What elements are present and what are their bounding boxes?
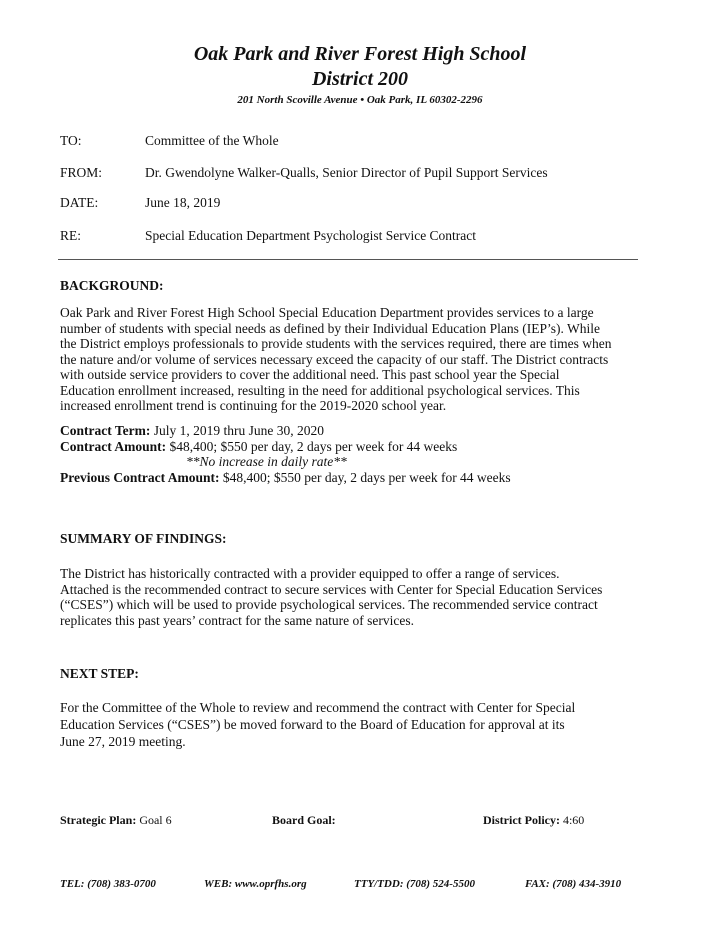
previous-contract-value: $48,400; $550 per day, 2 days per week for 44 weeks — [222, 469, 511, 485]
header-divider — [58, 259, 638, 260]
findings-line: replicates this past years’ contract for the same nature of services. — [60, 612, 414, 628]
footer-web: WEB: www.oprfhs.org — [204, 878, 307, 890]
findings-line: Attached is the recommended contract to secure services with Center for Special Education Services — [60, 581, 603, 597]
address-city: Oak Park, IL 60302-2296 — [366, 94, 483, 106]
date-value: June 18, 2019 — [145, 195, 221, 210]
contract-term-value: July 1, 2019 thru June 30, 2020 — [153, 423, 324, 438]
district-policy-label: District Policy: — [483, 813, 560, 827]
contract-term-label: Contract Term: — [60, 423, 151, 438]
findings-heading: SUMMARY OF FINDINGS: — [60, 531, 227, 546]
background-line: increased enrollment trend is continuing for the 2019-2020 school year. — [60, 398, 447, 413]
footer-fax: FAX: (708) 434-3910 — [525, 878, 622, 890]
footer-tty: TTY/TDD: (708) 524-5500 — [354, 878, 475, 890]
background-heading: BACKGROUND: — [60, 278, 164, 293]
next-step-paragraph — [60, 699, 642, 750]
contract-amount-label: Contract Amount: — [60, 438, 167, 454]
re-value: Special Education Department Psychologist Service Contract — [145, 228, 477, 243]
to-value: Committee of the Whole — [145, 133, 279, 148]
district-name: District 200 — [311, 68, 409, 90]
strategic-plan-value: Goal 6 — [139, 813, 172, 827]
contract-amount-line — [60, 439, 642, 455]
strategic-plan — [60, 813, 172, 828]
address-bullet: • — [360, 94, 365, 106]
background-line: with outside service providers to cover the additional need. This past school year the Special — [60, 367, 560, 382]
findings-line: The District has historically contracted with a provider equipped to offer a range of services. — [60, 566, 560, 581]
re-label: RE: — [60, 228, 82, 243]
contract-details — [60, 423, 642, 485]
to-label: TO: — [60, 133, 82, 148]
footer-tel: TEL: (708) 383-0700 — [60, 878, 156, 890]
background-line: Education enrollment increased, resulting in the need for additional psychological services. This — [60, 382, 580, 398]
findings-paragraph — [60, 566, 642, 628]
from-label: FROM: — [60, 165, 103, 180]
previous-contract-line — [60, 470, 642, 486]
next-step-line: June 27, 2019 meeting. — [60, 734, 186, 749]
background-paragraph — [60, 305, 642, 414]
from-value: Dr. Gwendolyne Walker-Qualls, Senior Director of Pupil Support Services — [145, 165, 548, 180]
previous-contract-label: Previous Contract Amount: — [60, 469, 220, 485]
contract-amount-value: $48,400; $550 per day, 2 days per week for 44 weeks — [169, 438, 458, 454]
school-name: Oak Park and River Forest High School — [193, 43, 527, 65]
board-goal-label: Board Goal: — [272, 813, 336, 827]
district-policy — [483, 813, 584, 828]
findings-line: (“CSES”) which will be used to provide psychological services. The recommended service contract — [60, 597, 598, 612]
next-step-heading: NEXT STEP: — [60, 666, 139, 681]
school-address — [0, 94, 720, 106]
background-line: number of students with special needs as defined by their Individual Education Plans (IEP’s). While — [60, 320, 601, 336]
address-street: 201 North Scoville Avenue — [237, 94, 358, 106]
background-line: Oak Park and River Forest High School Special Education Department provides services to a large — [60, 305, 594, 320]
date-label: DATE: — [60, 195, 99, 210]
contract-note: **No increase in daily rate** — [186, 454, 347, 469]
next-step-line: For the Committee of the Whole to review and recommend the contract with Center for Special — [60, 700, 576, 715]
background-line: the nature and/or volume of services necessary exceed the capacity of our staff. The District contracts — [60, 351, 609, 367]
district-policy-value: 4:60 — [562, 813, 585, 827]
background-line: the District employs professionals to provide students with the services required, there are times when — [60, 336, 612, 351]
contract-term-line — [60, 423, 642, 439]
strategic-plan-label: Strategic Plan: — [60, 813, 137, 827]
next-step-line: Education Services (“CSES”) be moved forward to the Board of Education for approval at its — [60, 717, 565, 732]
